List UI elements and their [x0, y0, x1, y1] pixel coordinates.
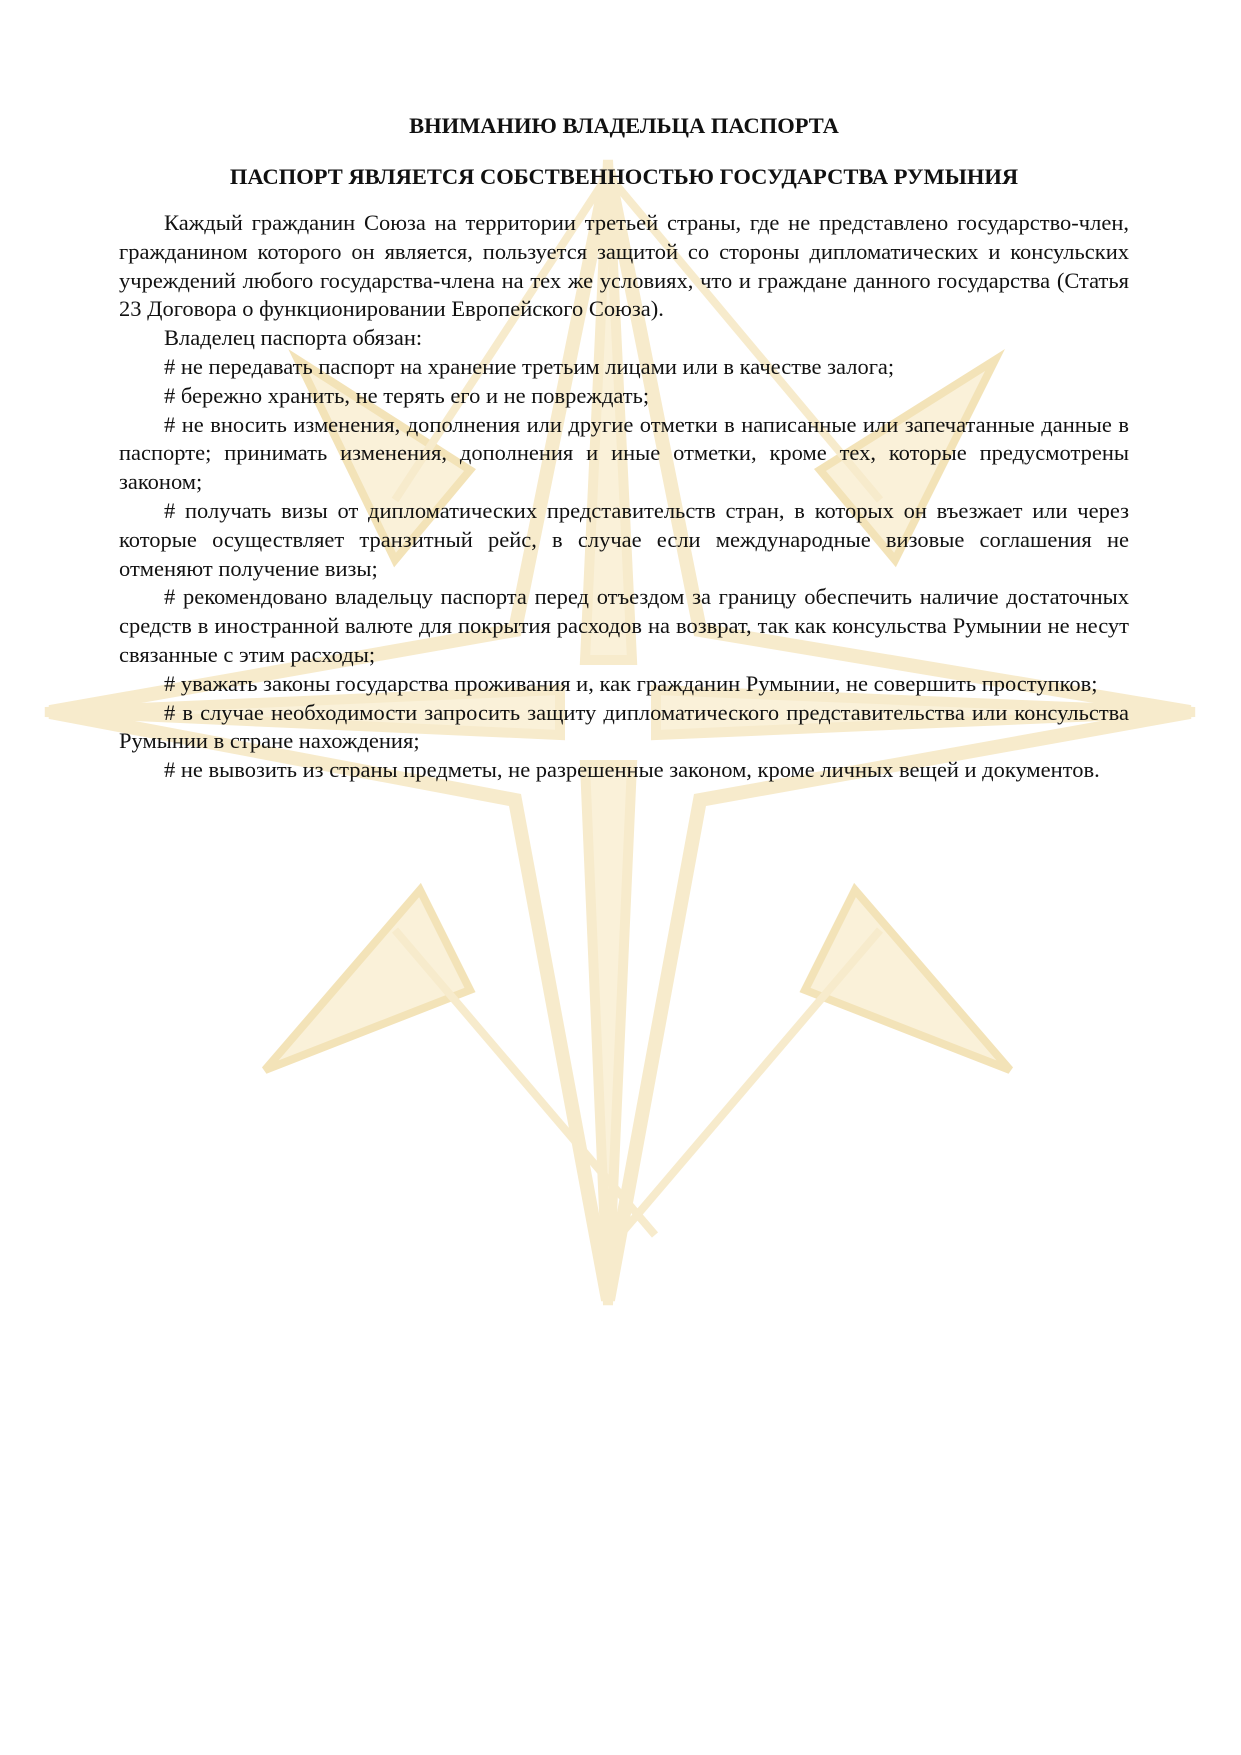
obligation-item: # уважать законы государства проживания и, как гражданин Румынии, не совершить проступков; [164, 670, 1098, 696]
document-subtitle: ПАСПОРТ ЯВЛЯЕТСЯ СОБСТВЕННОСТЬЮ ГОСУДАРСТВА РУМЫНИЯ [229, 164, 1019, 189]
passport-notice-page [119, 112, 1129, 785]
document-body [119, 209, 1129, 785]
obligation-item: # не передавать паспорт на хранение третьим лицами или в качестве залога; [164, 353, 895, 379]
obligation-item: # рекомендовано владельцу паспорта перед отъездом за границу обеспечить наличие достаточных средств в иностранной валюте для покрытия расходов на возврат, так как консульства Румынии не несут связанные с этим расходы; [119, 584, 1129, 667]
paragraph-owner-obligations-intro: Владелец паспорта обязан: [164, 325, 423, 351]
obligation-item: # бережно хранить, не терять его и не повреждать; [164, 382, 650, 408]
obligation-item: # получать визы от дипломатических представительств стран, в которых он въезжает или через которые осуществляет транзитный рейс, в случае если международные визовые соглашения не отменяют получение визы; [119, 497, 1129, 581]
paragraph-union-protection: Каждый гражданин Союза на территории третьей страны, где не представлено государство-член, гражданином которого он является, пользуется защитой со стороны дипломатических и консульских учреждений любого государства-члена на тех же условиях, что и граждане данного государства (Статья 23 Договора о функционировании Европейского Союза). [119, 210, 1129, 322]
document-title: ВНИМАНИЮ ВЛАДЕЛЬЦА ПАСПОРТА [409, 113, 839, 138]
obligation-item: # не вносить изменения, дополнения или другие отметки в написанные или запечатанные данные в паспорте; принимать изменения, дополнения и иные отметки, кроме тех, которые предусмотрены законом; [119, 411, 1129, 495]
obligation-item: # в случае необходимости запросить защиту дипломатического представительства или консульства Румынии в стране нахождения; [119, 699, 1129, 754]
obligation-item: # не вывозить из страны предметы, не разрешенные законом, кроме личных вещей и документов. [164, 757, 1100, 783]
